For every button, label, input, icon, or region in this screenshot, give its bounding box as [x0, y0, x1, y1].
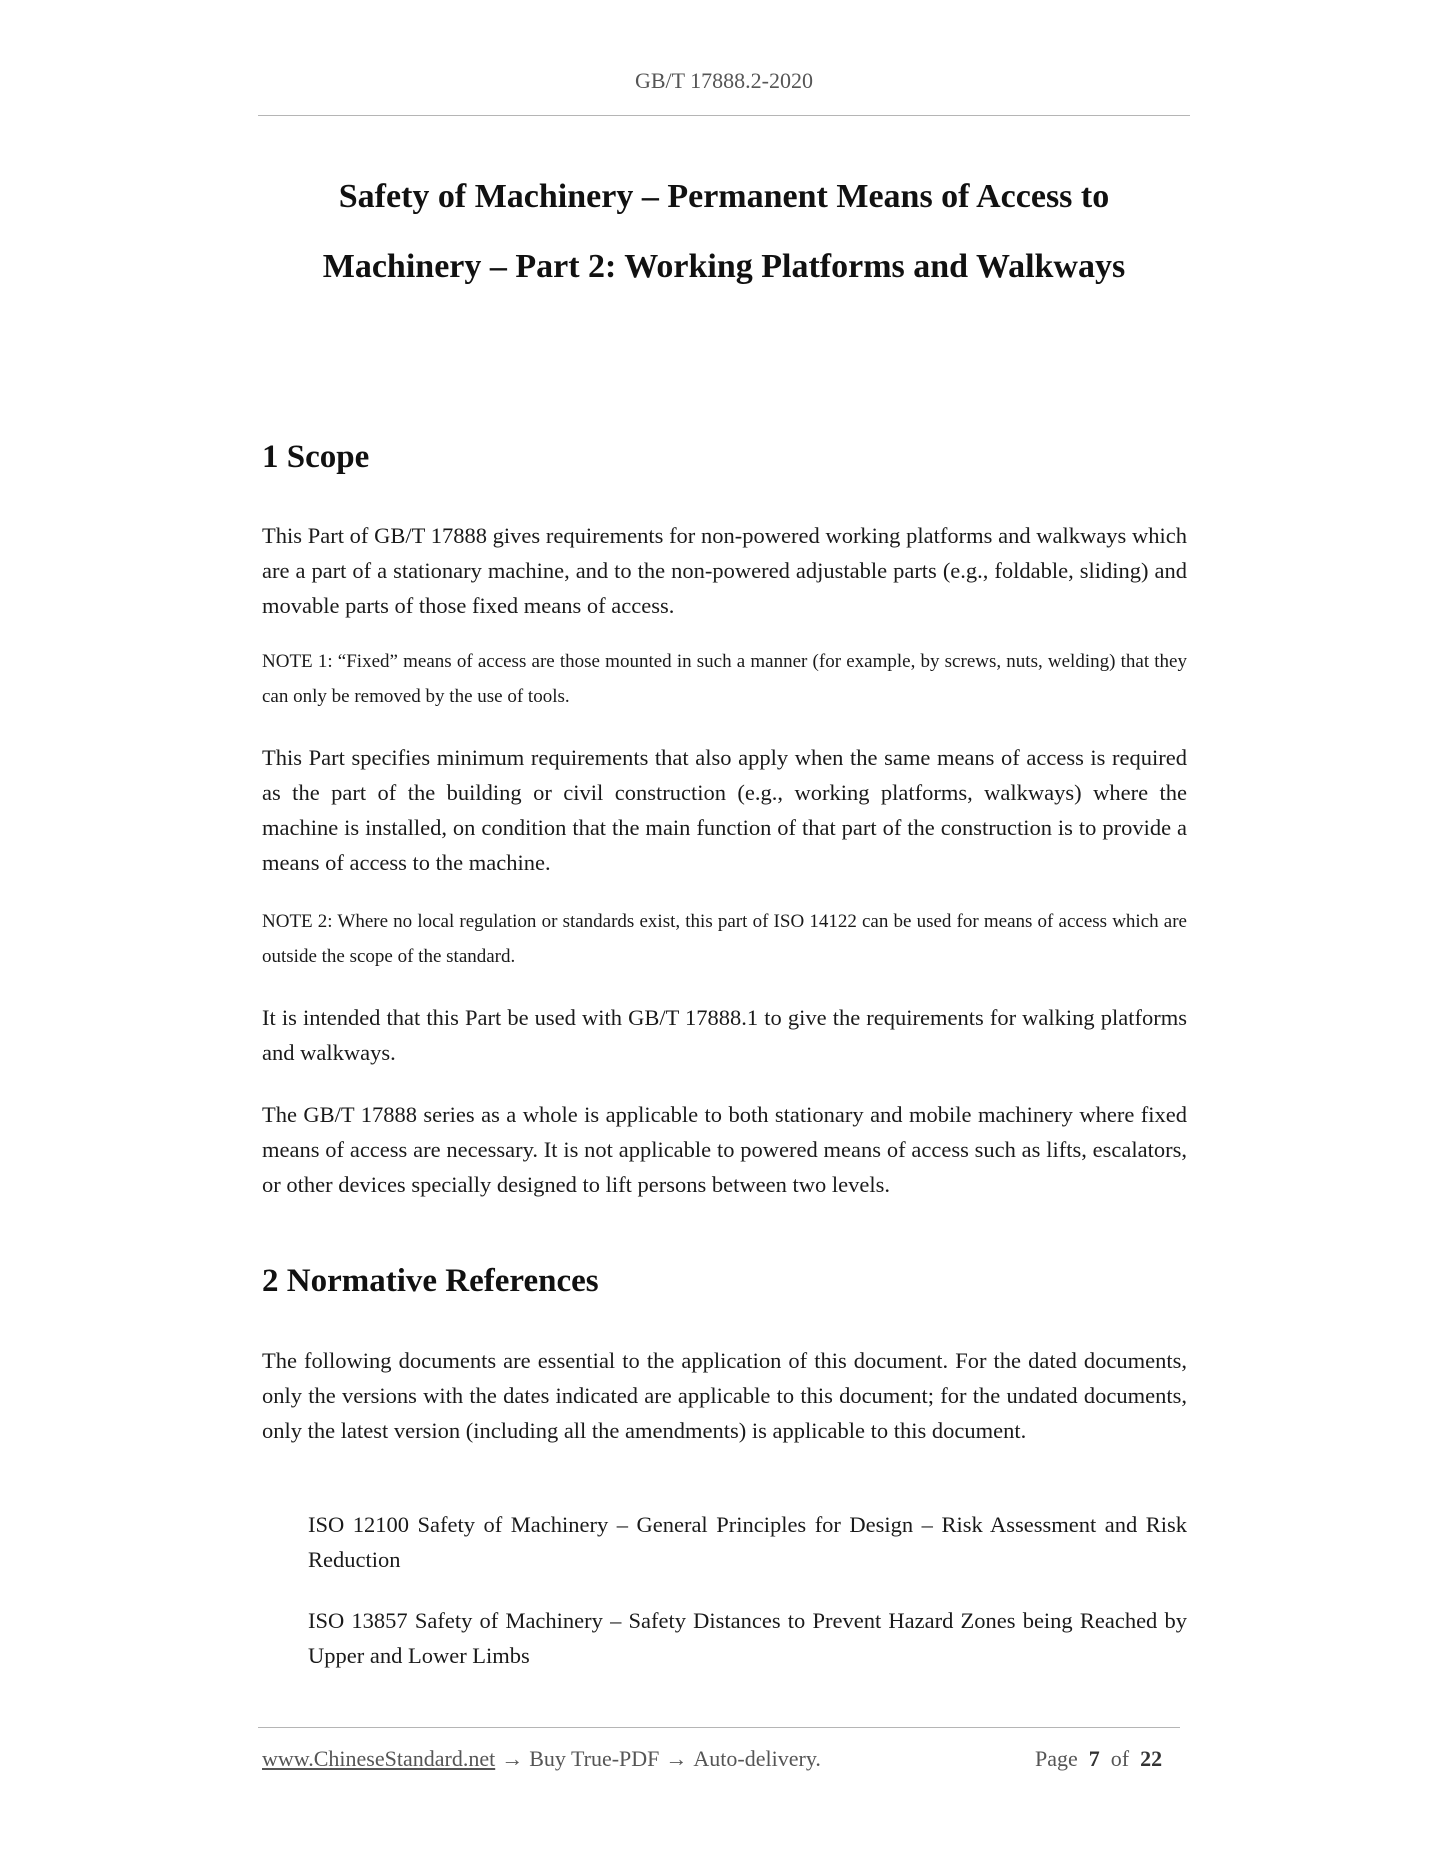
scope-note-2: NOTE 2: Where no local regulation or standards exist, this part of ISO 14122 can be used for means of access which are outside the scope of the standard.: [262, 911, 1187, 967]
scope-paragraph-3: It is intended that this Part be used with GB/T 17888.1 to give the requirements for walking platforms and walkways.: [262, 1005, 1187, 1065]
section-heading-normative-references: 2 Normative References: [262, 1263, 599, 1299]
scope-note-1: NOTE 1: “Fixed” means of access are those mounted in such a manner (for example, by screws, nuts, welding) that they can only be removed by the use of tools.: [262, 651, 1187, 707]
buy-pdf-text: Buy True-PDF: [529, 1746, 660, 1771]
reference-item-iso-13857: ISO 13857 Safety of Machinery – Safety Distances to Prevent Hazard Zones being Reached by Upper and Lower Limbs: [308, 1608, 1187, 1668]
arrow-right-icon: →: [665, 1746, 688, 1771]
footer-divider: [258, 1727, 1180, 1728]
title-line-1: Safety of Machinery – Permanent Means of Access to: [338, 178, 1110, 215]
document-title: [258, 162, 1190, 302]
website-link[interactable]: www.ChineseStandard.net: [262, 1746, 496, 1771]
footer-promo: [262, 1746, 821, 1772]
current-page: 7: [1088, 1746, 1100, 1771]
scope-paragraph-2: This Part specifies minimum requirements that also apply when the same means of access is required as the part of the building or civil construction (e.g., working platforms, walkways) where the machine is installed, on condition that the main function of that part of the construction is to provide a means of access to the machine.: [262, 745, 1187, 875]
running-header: GB/T 17888.2-2020: [634, 68, 814, 93]
normative-references-paragraph: The following documents are essential to the application of this document. For the dated documents, only the versions with the dates indicated are applicable to this document; for the undated documents, only the latest version (including all the amendments) is applicable to this document.: [262, 1348, 1187, 1443]
total-pages: 22: [1140, 1746, 1163, 1771]
section-heading-scope: 1 Scope: [262, 439, 370, 475]
header-divider: [258, 115, 1190, 116]
reference-item-iso-12100: ISO 12100 Safety of Machinery – General Principles for Design – Risk Assessment and Risk Reduction: [308, 1512, 1187, 1572]
page-label: Page: [1035, 1746, 1078, 1771]
scope-paragraph-1: This Part of GB/T 17888 gives requirements for non-powered working platforms and walkways which are a part of a stationary machine, and to the non-powered adjustable parts (e.g., foldable, sliding) and movable parts of those fixed means of access.: [262, 523, 1187, 618]
auto-delivery-text: Auto-delivery.: [693, 1746, 821, 1771]
arrow-right-icon: →: [501, 1746, 524, 1771]
of-label: of: [1110, 1746, 1130, 1771]
page-number: [1035, 1746, 1162, 1772]
scope-paragraph-4: The GB/T 17888 series as a whole is applicable to both stationary and mobile machinery where fixed means of access are necessary. It is not applicable to powered means of access such as lifts, escalators, or other devices specially designed to lift persons between two levels.: [262, 1102, 1187, 1197]
title-line-2: Machinery – Part 2: Working Platforms and Walkways: [322, 248, 1126, 285]
